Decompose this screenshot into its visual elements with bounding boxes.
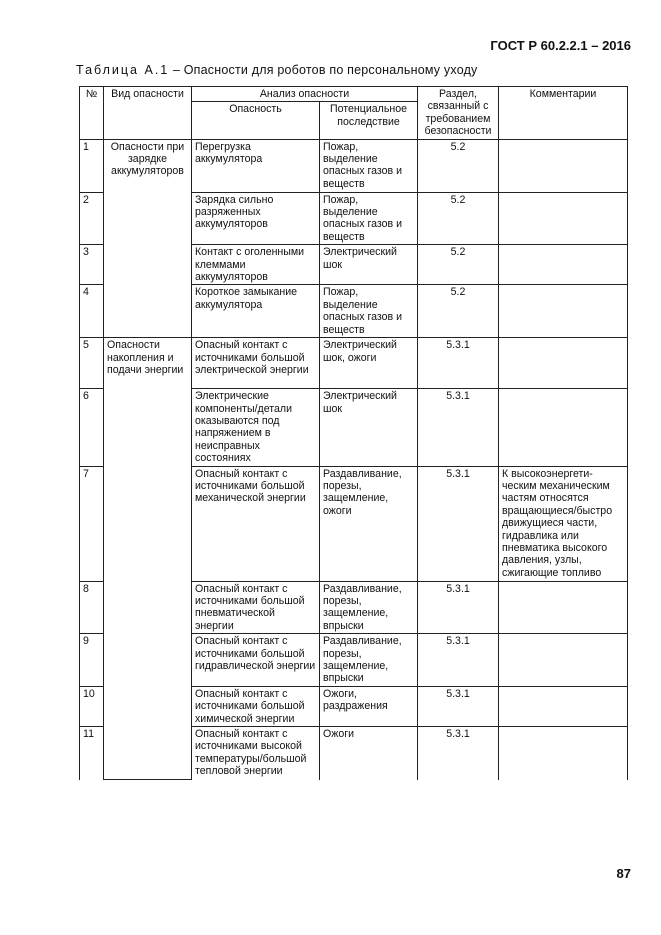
col-header-hazard: Опасность bbox=[192, 102, 320, 139]
row-number: 1 bbox=[80, 139, 104, 192]
section-cell: 5.3.1 bbox=[418, 581, 499, 634]
row-number: 8 bbox=[80, 581, 104, 634]
consequence-cell: Электрический шок bbox=[320, 245, 418, 285]
comment-cell bbox=[499, 245, 628, 285]
comment-cell bbox=[499, 139, 628, 192]
table-caption-text: – Опасности для роботов по персональному уходу bbox=[169, 63, 478, 77]
section-cell: 5.3.1 bbox=[418, 389, 499, 466]
page-number: 87 bbox=[616, 866, 631, 881]
comment-cell bbox=[499, 192, 628, 245]
row-number: 6 bbox=[80, 389, 104, 466]
header-row-top bbox=[80, 87, 628, 102]
consequence-cell: Ожоги, раздражения bbox=[320, 686, 418, 726]
col-header-comments: Комментарии bbox=[499, 87, 628, 140]
hazard-group-charging: Опасности при зарядке аккумуляторов bbox=[104, 139, 192, 337]
section-cell: 5.3.1 bbox=[418, 634, 499, 687]
table-caption bbox=[76, 63, 478, 77]
hazard-cell: Опасный контакт с источниками большой гидравлической энергии bbox=[192, 634, 320, 687]
comment-cell bbox=[499, 634, 628, 687]
hazard-cell: Опасный контакт с источниками большой пневматической энергии bbox=[192, 581, 320, 634]
col-header-consequence: Потенциальное последствие bbox=[320, 102, 418, 139]
hazard-cell: Короткое замыкание аккумулятора bbox=[192, 285, 320, 338]
comment-cell bbox=[499, 581, 628, 634]
comment-cell bbox=[499, 686, 628, 726]
table-row bbox=[80, 139, 628, 192]
consequence-cell: Пожар, выделение опасных газов и веществ bbox=[320, 192, 418, 245]
table-row bbox=[80, 338, 628, 389]
consequence-cell: Раздавливание, порезы, защемление, ожоги bbox=[320, 466, 418, 581]
row-number: 9 bbox=[80, 634, 104, 687]
comment-cell bbox=[499, 389, 628, 466]
consequence-cell: Ожоги bbox=[320, 727, 418, 780]
row-number: 7 bbox=[80, 466, 104, 581]
col-header-section: Раздел, связанный с требованием безопасности bbox=[418, 87, 499, 140]
table-caption-label: Таблица А.1 bbox=[76, 63, 170, 77]
row-number: 3 bbox=[80, 245, 104, 285]
section-cell: 5.3.1 bbox=[418, 727, 499, 780]
comment-cell: К высокоэнергети-ческим механическим частям относятся вращающиеся/быстро движущиеся части, гидравлика или пневматика высокого давления, узлы, сжигающие топливо bbox=[499, 466, 628, 581]
comment-cell bbox=[499, 285, 628, 338]
consequence-cell: Электрический шок, ожоги bbox=[320, 338, 418, 389]
section-cell: 5.2 bbox=[418, 139, 499, 192]
hazard-cell: Опасный контакт с источниками большой химической энергии bbox=[192, 686, 320, 726]
row-number: 2 bbox=[80, 192, 104, 245]
row-number: 4 bbox=[80, 285, 104, 338]
hazard-cell: Опасный контакт с источниками большой электрической энергии bbox=[192, 338, 320, 389]
consequence-cell: Пожар, выделение опасных газов и веществ bbox=[320, 285, 418, 338]
hazard-group-energy: Опасности накопления и подачи энергии bbox=[104, 338, 192, 780]
consequence-cell: Раздавливание, порезы, защемление, впрыски bbox=[320, 581, 418, 634]
hazard-cell: Зарядка сильно разряженных аккумуляторов bbox=[192, 192, 320, 245]
consequence-cell: Электрический шок bbox=[320, 389, 418, 466]
comment-cell bbox=[499, 727, 628, 780]
col-header-hazard-type: Вид опасности bbox=[104, 87, 192, 140]
hazard-cell: Опасный контакт с источниками большой механической энергии bbox=[192, 466, 320, 581]
section-cell: 5.3.1 bbox=[418, 686, 499, 726]
section-cell: 5.3.1 bbox=[418, 466, 499, 581]
row-number: 10 bbox=[80, 686, 104, 726]
hazard-cell: Перегрузка аккумулятора bbox=[192, 139, 320, 192]
consequence-cell: Раздавливание, порезы, защемление, впрыски bbox=[320, 634, 418, 687]
section-cell: 5.2 bbox=[418, 192, 499, 245]
row-number: 5 bbox=[80, 338, 104, 389]
section-cell: 5.2 bbox=[418, 245, 499, 285]
row-number: 11 bbox=[80, 727, 104, 780]
comment-cell bbox=[499, 338, 628, 389]
section-cell: 5.3.1 bbox=[418, 338, 499, 389]
col-header-num: № bbox=[80, 87, 104, 140]
consequence-cell: Пожар, выделение опасных газов и веществ bbox=[320, 139, 418, 192]
document-code: ГОСТ Р 60.2.2.1 – 2016 bbox=[490, 38, 631, 53]
col-header-analysis: Анализ опасности bbox=[192, 87, 418, 102]
section-cell: 5.2 bbox=[418, 285, 499, 338]
hazard-cell: Опасный контакт с источниками высокой температуры/большой тепловой энергии bbox=[192, 727, 320, 780]
hazard-cell: Электрические компоненты/детали оказываются под напряжением в неисправных состояниях bbox=[192, 389, 320, 466]
hazard-cell: Контакт с оголенными клеммами аккумуляторов bbox=[192, 245, 320, 285]
hazard-table bbox=[79, 86, 628, 780]
